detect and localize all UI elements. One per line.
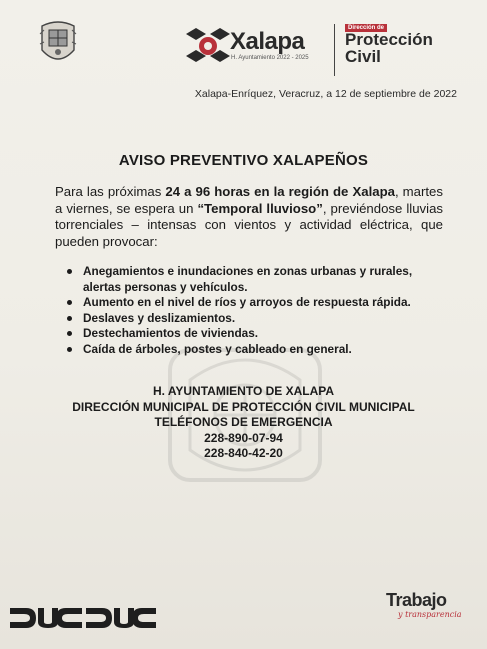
list-item: [67, 326, 447, 342]
pc-line-1: Protección: [345, 30, 433, 49]
intro-bold-2: “Temporal lluvioso”: [197, 200, 323, 216]
list-item-text: Aumento en el nivel de ríos y arroyos de respuesta rápida.: [83, 295, 411, 309]
list-item: [67, 264, 447, 295]
bullet-icon: [67, 300, 72, 305]
signature-line-telefonos: TELÉFONOS DE EMERGENCIA: [154, 415, 333, 429]
intro-text-3: , previéndose lluvias torrenciales – intensas con vientos y actividad eléctrica, que pueden provocar:: [55, 200, 444, 249]
header-divider: [334, 24, 335, 76]
proteccion-civil-wordmark: [345, 31, 433, 65]
list-item-text: Anegamientos e inundaciones en zonas urbanas y rurales, alertas personas y vehículos.: [83, 264, 413, 294]
intro-bold-1: 24 a 96 horas en la región de Xalapa: [165, 184, 395, 199]
effects-list: [67, 264, 447, 357]
list-item: [67, 342, 447, 358]
xalapa-wordmark: Xalapa: [230, 28, 305, 55]
xalapa-logo-icon: [184, 26, 232, 66]
emergency-phone-2: 228-840-42-20: [204, 446, 283, 460]
notice-title: AVISO PREVENTIVO XALAPEÑOS: [118, 152, 369, 169]
transparencia-script: y transparencia: [398, 610, 462, 619]
pc-direction-tag: Dirección de: [345, 24, 387, 32]
intro-text-2: , martes a viernes, se espera un: [55, 184, 443, 216]
emergency-phone-1: 228-890-07-94: [204, 430, 283, 445]
list-item: [67, 295, 447, 311]
list-item-text: Destechamientos de viviendas.: [83, 326, 259, 340]
bullet-icon: [67, 347, 72, 352]
pc-line-2: Civil: [345, 47, 381, 66]
signature-line-direccion: DIRECCIÓN MUNICIPAL DE PROTECCIÓN CIVIL MUNICIPAL: [72, 399, 415, 414]
list-item-text: Deslaves y deslizamientos.: [83, 310, 236, 325]
list-item: [67, 311, 447, 327]
place-date: Xalapa-Enríquez, Veracruz, a 12 de septiembre de 2022: [194, 88, 457, 100]
intro-text-1: Para las próximas: [55, 184, 166, 199]
signature-line-ayuntamiento: H. AYUNTAMIENTO DE XALAPA: [152, 384, 335, 398]
city-seal-icon: [38, 20, 78, 66]
list-item-text: Caída de árboles, postes y cableado en general.: [83, 341, 352, 356]
ayuntamiento-subtitle: H. Ayuntamiento 2022 - 2025: [231, 55, 309, 61]
signature-block: [0, 384, 487, 462]
bullet-icon: [67, 316, 72, 321]
footer-pattern-icon: [8, 604, 158, 632]
bullet-icon: [67, 269, 72, 274]
bullet-icon: [67, 331, 72, 336]
trabajo-wordmark: Trabajo: [386, 590, 447, 610]
intro-paragraph: [55, 184, 443, 250]
